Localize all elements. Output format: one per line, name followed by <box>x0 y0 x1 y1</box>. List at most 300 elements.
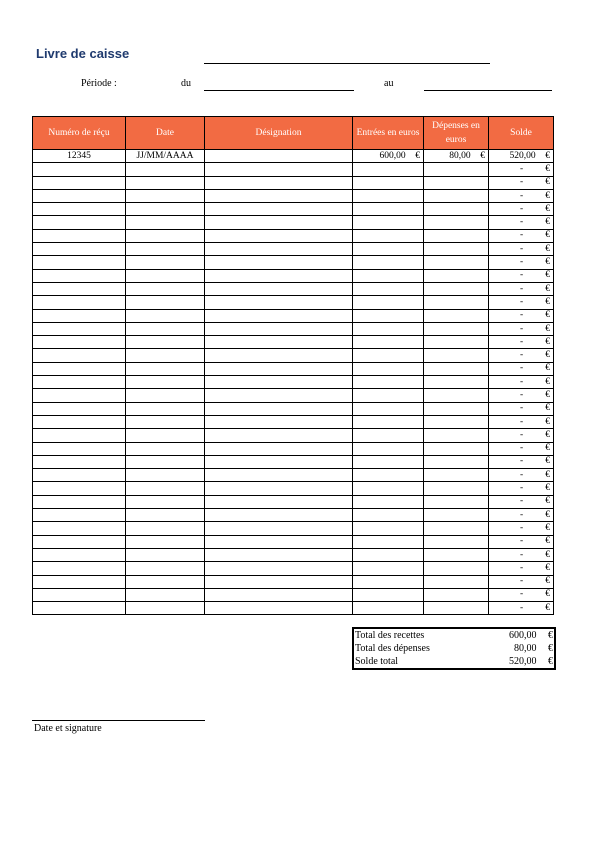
balance-cell <box>489 429 554 442</box>
expense-cell[interactable] <box>424 482 489 495</box>
balance-value: - <box>520 283 524 294</box>
receipt-cell[interactable] <box>33 455 126 468</box>
balance-value: - <box>520 456 524 467</box>
balance-cell <box>489 482 554 495</box>
receipt-cell[interactable] <box>33 336 126 349</box>
date-cell[interactable] <box>126 389 205 402</box>
designation-cell[interactable] <box>205 203 353 216</box>
balance-cell <box>489 189 554 202</box>
expense-cell[interactable] <box>424 575 489 588</box>
expense-cell[interactable] <box>424 509 489 522</box>
designation-cell[interactable] <box>205 229 353 242</box>
receipt-cell[interactable] <box>33 349 126 362</box>
expense-cell[interactable] <box>424 469 489 482</box>
expense-cell[interactable] <box>424 548 489 561</box>
balance-value: - <box>520 496 524 507</box>
balance-cell <box>489 282 554 295</box>
receipt-cell[interactable] <box>33 216 126 229</box>
income-cell[interactable] <box>353 163 424 176</box>
designation-cell[interactable] <box>205 376 353 389</box>
date-cell[interactable] <box>126 269 205 282</box>
income-cell[interactable] <box>353 415 424 428</box>
designation-cell[interactable] <box>205 243 353 256</box>
balance-value: - <box>520 230 524 241</box>
receipt-cell[interactable] <box>33 376 126 389</box>
balance-cell <box>489 469 554 482</box>
income-cell[interactable] <box>353 150 424 163</box>
date-cell[interactable] <box>126 575 205 588</box>
euro-symbol: € <box>545 562 550 573</box>
balance-cell <box>489 163 554 176</box>
table-row <box>33 415 554 428</box>
date-cell[interactable] <box>126 442 205 455</box>
table-row <box>33 150 554 163</box>
receipt-cell[interactable] <box>33 482 126 495</box>
expense-cell[interactable] <box>424 269 489 282</box>
receipt-cell[interactable] <box>33 602 126 615</box>
date-cell[interactable] <box>126 602 205 615</box>
table-row <box>33 322 554 335</box>
table-row <box>33 362 554 375</box>
receipt-cell[interactable] <box>33 415 126 428</box>
receipt-cell[interactable] <box>33 429 126 442</box>
expense-cell[interactable] <box>424 322 489 335</box>
euro-symbol: € <box>415 150 420 161</box>
receipt-cell[interactable] <box>33 562 126 575</box>
table-row <box>33 389 554 402</box>
balance-value: 520,00 <box>509 150 536 161</box>
income-cell[interactable] <box>353 389 424 402</box>
expense-cell[interactable] <box>424 535 489 548</box>
balance-value: - <box>520 163 524 174</box>
income-cell[interactable] <box>353 309 424 322</box>
expense-cell[interactable] <box>424 442 489 455</box>
receipt-cell[interactable] <box>33 322 126 335</box>
date-cell[interactable] <box>126 429 205 442</box>
receipt-cell[interactable] <box>33 389 126 402</box>
income-cell[interactable] <box>353 349 424 362</box>
date-cell[interactable] <box>126 163 205 176</box>
euro-symbol: € <box>545 150 550 161</box>
balance-cell <box>489 562 554 575</box>
table-row <box>33 349 554 362</box>
to-date-line[interactable] <box>424 90 552 91</box>
designation-cell[interactable] <box>205 602 353 615</box>
designation-cell[interactable] <box>205 362 353 375</box>
balance-cell <box>489 176 554 189</box>
date-cell[interactable] <box>126 309 205 322</box>
date-cell[interactable] <box>126 469 205 482</box>
table-row <box>33 243 554 256</box>
designation-cell[interactable] <box>205 322 353 335</box>
receipt-cell[interactable] <box>33 282 126 295</box>
income-cell[interactable] <box>353 469 424 482</box>
date-cell[interactable] <box>126 189 205 202</box>
euro-symbol: € <box>545 190 550 201</box>
designation-cell[interactable] <box>205 575 353 588</box>
table-row <box>33 482 554 495</box>
euro-symbol: € <box>545 522 550 533</box>
expense-cell[interactable] <box>424 309 489 322</box>
balance-cell <box>489 256 554 269</box>
designation-cell[interactable] <box>205 296 353 309</box>
date-cell[interactable] <box>126 362 205 375</box>
expense-cell[interactable] <box>424 256 489 269</box>
expense-cell[interactable] <box>424 495 489 508</box>
income-cell[interactable] <box>353 269 424 282</box>
balance-cell <box>489 402 554 415</box>
balance-value: - <box>520 257 524 268</box>
designation-cell[interactable] <box>205 176 353 189</box>
date-cell[interactable] <box>126 243 205 256</box>
designation-cell[interactable] <box>205 189 353 202</box>
balance-cell <box>489 495 554 508</box>
income-cell[interactable] <box>353 203 424 216</box>
table-row <box>33 429 554 442</box>
table-row <box>33 216 554 229</box>
receipt-cell[interactable] <box>33 176 126 189</box>
designation-cell[interactable] <box>205 163 353 176</box>
date-cell[interactable] <box>126 203 205 216</box>
euro-symbol: € <box>545 483 550 494</box>
balance-cell <box>489 522 554 535</box>
income-cell[interactable] <box>353 575 424 588</box>
income-cell[interactable] <box>353 495 424 508</box>
expense-cell[interactable] <box>424 163 489 176</box>
table-row <box>33 455 554 468</box>
balance-value: - <box>520 509 524 520</box>
expense-cell[interactable] <box>424 389 489 402</box>
date-cell[interactable] <box>126 349 205 362</box>
designation-cell[interactable] <box>205 588 353 601</box>
from-date-line[interactable] <box>204 90 354 91</box>
title-underline <box>204 63 490 64</box>
table-row <box>33 189 554 202</box>
euro-symbol: € <box>545 469 550 480</box>
expense-cell[interactable] <box>424 296 489 309</box>
designation-cell[interactable] <box>205 336 353 349</box>
designation-cell[interactable] <box>205 269 353 282</box>
balance-cell <box>489 389 554 402</box>
balance-value: - <box>520 522 524 533</box>
date-cell[interactable] <box>126 562 205 575</box>
balance-value: - <box>520 323 524 334</box>
designation-cell[interactable] <box>205 349 353 362</box>
expense-cell[interactable] <box>424 415 489 428</box>
expense-cell[interactable] <box>424 189 489 202</box>
income-cell[interactable] <box>353 336 424 349</box>
balance-value: - <box>520 190 524 201</box>
receipt-cell[interactable] <box>33 309 126 322</box>
expense-cell[interactable] <box>424 602 489 615</box>
table-row <box>33 469 554 482</box>
expense-cell[interactable] <box>424 229 489 242</box>
euro-symbol: € <box>545 416 550 427</box>
date-cell[interactable] <box>126 588 205 601</box>
table-row <box>33 548 554 561</box>
expense-cell[interactable] <box>424 336 489 349</box>
date-cell[interactable] <box>126 336 205 349</box>
euro-symbol: € <box>545 496 550 507</box>
table-row <box>33 535 554 548</box>
balance-cell <box>489 588 554 601</box>
income-cell[interactable] <box>353 429 424 442</box>
euro-symbol: € <box>545 243 550 254</box>
euro-symbol: € <box>545 602 550 613</box>
receipt-cell[interactable] <box>33 243 126 256</box>
column-header-designation: Désignation <box>205 117 353 150</box>
designation-cell[interactable] <box>205 522 353 535</box>
balance-value: - <box>520 376 524 387</box>
column-header-receipt: Numéro de réçu <box>33 117 126 150</box>
euro-symbol: € <box>545 257 550 268</box>
signature-label: Date et signature <box>34 723 102 734</box>
table-header-row <box>33 117 554 150</box>
table-row <box>33 442 554 455</box>
designation-cell[interactable] <box>205 495 353 508</box>
designation-cell[interactable] <box>205 216 353 229</box>
balance-value: - <box>520 536 524 547</box>
income-cell[interactable] <box>353 588 424 601</box>
receipt-cell[interactable] <box>33 362 126 375</box>
income-cell[interactable] <box>353 216 424 229</box>
income-cell[interactable] <box>353 256 424 269</box>
date-cell[interactable] <box>126 415 205 428</box>
receipt-cell[interactable] <box>33 509 126 522</box>
receipt-cell[interactable] <box>33 163 126 176</box>
income-cell[interactable] <box>353 362 424 375</box>
table-row <box>33 176 554 189</box>
designation-cell[interactable] <box>205 309 353 322</box>
expense-cell[interactable] <box>424 216 489 229</box>
date-cell[interactable] <box>126 296 205 309</box>
expense-cell[interactable] <box>424 455 489 468</box>
income-cell[interactable] <box>353 402 424 415</box>
designation-cell[interactable] <box>205 442 353 455</box>
expense-cell[interactable] <box>424 243 489 256</box>
receipt-cell[interactable] <box>33 548 126 561</box>
expense-cell[interactable] <box>424 362 489 375</box>
income-cell[interactable] <box>353 282 424 295</box>
signature-line[interactable] <box>32 720 205 721</box>
euro-symbol: € <box>545 203 550 214</box>
euro-symbol: € <box>545 536 550 547</box>
totals-row-expense <box>355 642 553 655</box>
receipt-cell[interactable] <box>33 256 126 269</box>
income-cell[interactable] <box>353 322 424 335</box>
euro-symbol: € <box>545 217 550 228</box>
date-cell[interactable] <box>126 522 205 535</box>
income-cell[interactable] <box>353 189 424 202</box>
balance-value: - <box>520 416 524 427</box>
date-cell[interactable] <box>126 548 205 561</box>
balance-cell <box>489 442 554 455</box>
receipt-cell[interactable] <box>33 469 126 482</box>
euro-symbol: € <box>545 323 550 334</box>
date-cell[interactable] <box>126 495 205 508</box>
date-cell[interactable] <box>126 455 205 468</box>
balance-value: - <box>520 203 524 214</box>
balance-cell <box>489 455 554 468</box>
designation-cell[interactable] <box>205 482 353 495</box>
balance-cell <box>489 269 554 282</box>
balance-cell <box>489 296 554 309</box>
income-cell[interactable] <box>353 243 424 256</box>
balance-value: - <box>520 483 524 494</box>
date-cell[interactable] <box>126 256 205 269</box>
expense-cell[interactable] <box>424 349 489 362</box>
euro-symbol: € <box>548 643 553 654</box>
balance-value: - <box>520 562 524 573</box>
date-cell[interactable] <box>126 322 205 335</box>
balance-value: - <box>520 403 524 414</box>
income-value: 600,00 <box>379 150 406 161</box>
date-cell[interactable] <box>126 509 205 522</box>
income-cell[interactable] <box>353 562 424 575</box>
balance-value: - <box>520 589 524 600</box>
date-cell[interactable] <box>126 282 205 295</box>
table-row <box>33 402 554 415</box>
income-cell[interactable] <box>353 176 424 189</box>
balance-value: - <box>520 549 524 560</box>
designation-cell[interactable] <box>205 402 353 415</box>
receipt-cell[interactable] <box>33 229 126 242</box>
table-row <box>33 256 554 269</box>
date-cell[interactable] <box>126 402 205 415</box>
euro-symbol: € <box>545 429 550 440</box>
income-cell[interactable] <box>353 455 424 468</box>
balance-cell <box>489 509 554 522</box>
balance-cell <box>489 376 554 389</box>
date-cell[interactable] <box>126 535 205 548</box>
income-cell[interactable] <box>353 296 424 309</box>
expense-cell[interactable] <box>424 562 489 575</box>
income-cell[interactable] <box>353 442 424 455</box>
total-balance-label: Solde total <box>355 656 399 667</box>
totals-row-income <box>355 629 553 642</box>
receipt-cell[interactable] <box>33 203 126 216</box>
table-row <box>33 269 554 282</box>
euro-symbol: € <box>545 296 550 307</box>
column-header-balance: Solde <box>489 117 554 150</box>
balance-value: - <box>520 429 524 440</box>
expense-cell[interactable] <box>424 150 489 163</box>
euro-symbol: € <box>545 310 550 321</box>
income-cell[interactable] <box>353 535 424 548</box>
receipt-cell[interactable] <box>33 588 126 601</box>
euro-symbol: € <box>545 270 550 281</box>
designation-cell[interactable] <box>205 509 353 522</box>
expense-cell[interactable] <box>424 282 489 295</box>
expense-cell[interactable] <box>424 176 489 189</box>
balance-cell <box>489 602 554 615</box>
expense-cell[interactable] <box>424 203 489 216</box>
receipt-cell[interactable]: 12345 <box>33 150 126 163</box>
euro-symbol: € <box>545 163 550 174</box>
balance-cell <box>489 415 554 428</box>
balance-value: - <box>520 443 524 454</box>
euro-symbol: € <box>545 509 550 520</box>
expense-cell[interactable] <box>424 522 489 535</box>
table-row <box>33 509 554 522</box>
table-row <box>33 376 554 389</box>
income-cell[interactable] <box>353 229 424 242</box>
designation-cell[interactable] <box>205 535 353 548</box>
expense-cell[interactable] <box>424 429 489 442</box>
designation-cell[interactable] <box>205 256 353 269</box>
designation-cell[interactable] <box>205 548 353 561</box>
receipt-cell[interactable] <box>33 189 126 202</box>
euro-symbol: € <box>480 150 485 161</box>
designation-cell[interactable] <box>205 455 353 468</box>
euro-symbol: € <box>545 283 550 294</box>
designation-cell[interactable] <box>205 389 353 402</box>
balance-cell <box>489 229 554 242</box>
balance-value: - <box>520 336 524 347</box>
euro-symbol: € <box>545 363 550 374</box>
receipt-cell[interactable] <box>33 442 126 455</box>
designation-cell[interactable] <box>205 150 353 163</box>
income-cell[interactable] <box>353 509 424 522</box>
balance-cell <box>489 309 554 322</box>
income-cell[interactable] <box>353 376 424 389</box>
designation-cell[interactable] <box>205 429 353 442</box>
balance-cell <box>489 362 554 375</box>
receipt-cell[interactable] <box>33 575 126 588</box>
date-cell[interactable] <box>126 216 205 229</box>
designation-cell[interactable] <box>205 469 353 482</box>
balance-value: - <box>520 310 524 321</box>
column-header-expense: Dépenses en euros <box>424 117 489 150</box>
balance-value: - <box>520 177 524 188</box>
table-row <box>33 229 554 242</box>
balance-cell <box>489 336 554 349</box>
income-cell[interactable] <box>353 522 424 535</box>
balance-value: - <box>520 469 524 480</box>
table-row <box>33 203 554 216</box>
table-row <box>33 163 554 176</box>
receipt-cell[interactable] <box>33 269 126 282</box>
date-cell[interactable] <box>126 229 205 242</box>
receipt-cell[interactable] <box>33 535 126 548</box>
date-cell[interactable] <box>126 376 205 389</box>
expense-cell[interactable] <box>424 588 489 601</box>
receipt-cell[interactable] <box>33 402 126 415</box>
expense-value: 80,00 <box>449 150 471 161</box>
balance-value: - <box>520 363 524 374</box>
total-expense-value: 80,00 <box>514 643 537 654</box>
income-cell[interactable] <box>353 602 424 615</box>
period-label: Période : <box>81 78 117 89</box>
designation-cell[interactable] <box>205 562 353 575</box>
income-cell[interactable] <box>353 482 424 495</box>
balance-cell <box>489 535 554 548</box>
balance-cell <box>489 322 554 335</box>
designation-cell[interactable] <box>205 282 353 295</box>
date-cell[interactable] <box>126 482 205 495</box>
expense-cell[interactable] <box>424 402 489 415</box>
balance-value: - <box>520 350 524 361</box>
income-cell[interactable] <box>353 548 424 561</box>
expense-cell[interactable] <box>424 376 489 389</box>
date-cell[interactable]: JJ/MM/AAAA <box>126 150 205 163</box>
balance-value: - <box>520 389 524 400</box>
date-cell[interactable] <box>126 176 205 189</box>
receipt-cell[interactable] <box>33 522 126 535</box>
receipt-cell[interactable] <box>33 495 126 508</box>
receipt-cell[interactable] <box>33 296 126 309</box>
designation-cell[interactable] <box>205 415 353 428</box>
